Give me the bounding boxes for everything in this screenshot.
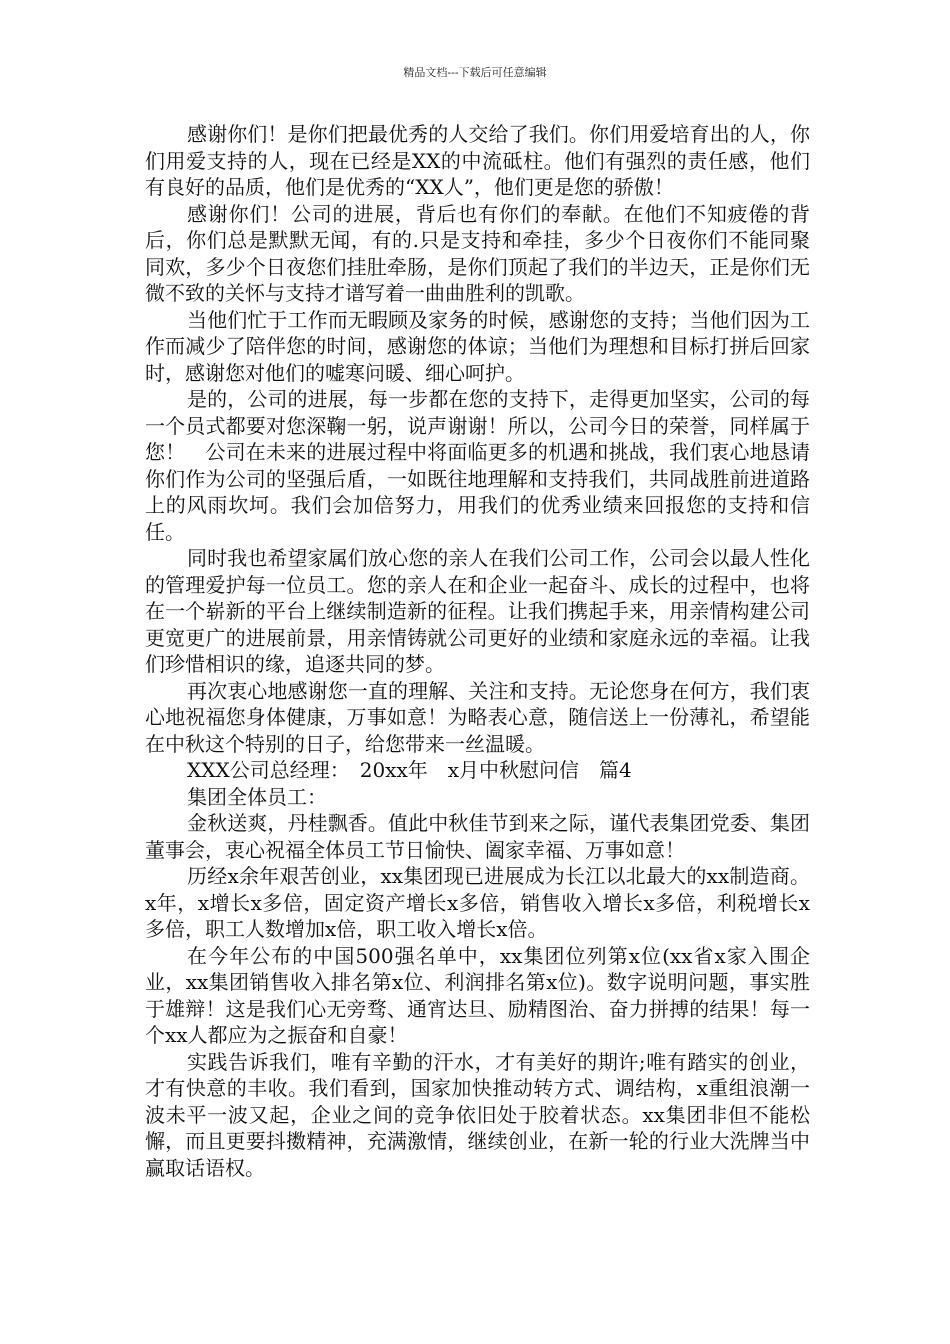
paragraph: 当他们忙于工作而无暇顾及家务的时候，感谢您的支持；当他们因为工作而减少了陪伴您的时间，感谢您的体谅；当他们为理想和目标打拼后回家时，感谢您对他们的嘘寒问暖、细心呵护。 xyxy=(145,307,810,385)
paragraph: 感谢你们！公司的进展，背后也有你们的奉献。在他们不知疲倦的背后，你们总是默默无闻，有的.只是支持和牵挂，多少个日夜你们不能同聚同欢，多少个日夜您们挂肚牵肠，是你们顶起了我们的半边天，正是你们无微不致的关怀与支持才谱写着一曲曲胜利的凯歌。 xyxy=(145,201,810,305)
paragraph: 是的，公司的进展，每一步都在您的支持下，走得更加坚实，公司的每一个员式都要对您深鞠一躬，说声谢谢！所以，公司今日的荣誉，同样属于您！ 公司在未来的进展过程中将面临更多的机遇和挑战，我们衷心地恳请你们作为公司的坚强后盾，一如既往地理解和支持我们，共同战胜前进道路上的风雨坎坷。我们会加倍努力，用我们的优秀业绩来回报您的支持和信任。 xyxy=(145,387,810,544)
page-header: 精品文档---下载后可任意编辑 xyxy=(403,66,547,79)
paragraph: 历经x余年艰苦创业，xx集团现已进展成为长江以北最大的xx制造商。x年，x增长x多倍，固定资产增长x多倍，销售收入增长x多倍，利税增长x多倍，职工人数增加x倍，职工收入增长x倍。 xyxy=(145,864,810,941)
document-body xyxy=(145,121,810,1181)
paragraph: 实践告诉我们，唯有辛勤的汗水，才有美好的期许;唯有踏实的创业，才有快意的丰收。我们看到，国家加快推动转方式、调结构，x重组浪潮一波未平一波又起，企业之间的竞争依旧处于胶着状态。xx集团非但不能松懈，而且更要抖擞精神，充满激情，继续创业，在新一轮的行业大洗牌当中赢取话语权。 xyxy=(145,1049,810,1180)
paragraph: 感谢你们！是你们把最优秀的人交给了我们。你们用爱培育出的人，你们用爱支持的人，现在已经是XX的中流砥柱。他们有强烈的责任感，他们有良好的品质，他们是优秀的“XX人”，他们更是您的骄傲！ xyxy=(145,122,810,199)
paragraph: 同时我也希望家属们放心您的亲人在我们公司工作，公司会以最人性化的管理爱护每一位员工。您的亲人在和企业一起奋斗、成长的过程中，也将在一个崭新的平台上继续制造新的征程。让我们携起手来，用亲情构建公司更宽更广的进展前景，用亲情铸就公司更好的业绩和家庭永远的幸福。让我们珍惜相识的缘，追逐共同的梦。 xyxy=(145,546,810,676)
signature-line: XXX公司总经理： 20xx年 x月中秋慰问信 篇4 xyxy=(187,758,632,782)
paragraph: 在今年公布的中国500强名单中，xx集团位列第x位(xx省x家入围企业，xx集团销售收入排名第x位、利润排名第x位)。数字说明问题，事实胜于雄辩！这是我们心无旁骛、通宵达旦、励精图治、奋力拼搏的结果！每一个xx人都应为之振奋和自豪！ xyxy=(145,943,810,1047)
salutation: 集团全体员工： xyxy=(187,784,327,809)
paragraph: 金秋送爽，丹桂飘香。值此中秋佳节到来之际，谨代表集团党委、集团董事会，衷心祝福全体员工节日愉快、阖家幸福、万事如意！ xyxy=(145,811,810,862)
paragraph: 再次衷心地感谢您一直的理解、关注和支持。无论您身在何方，我们衷心地祝福您身体健康，万事如意！为略表心意，随信送上一份薄礼，希望能在中秋这个特别的日子，给您带来一丝温暖。 xyxy=(145,678,810,756)
